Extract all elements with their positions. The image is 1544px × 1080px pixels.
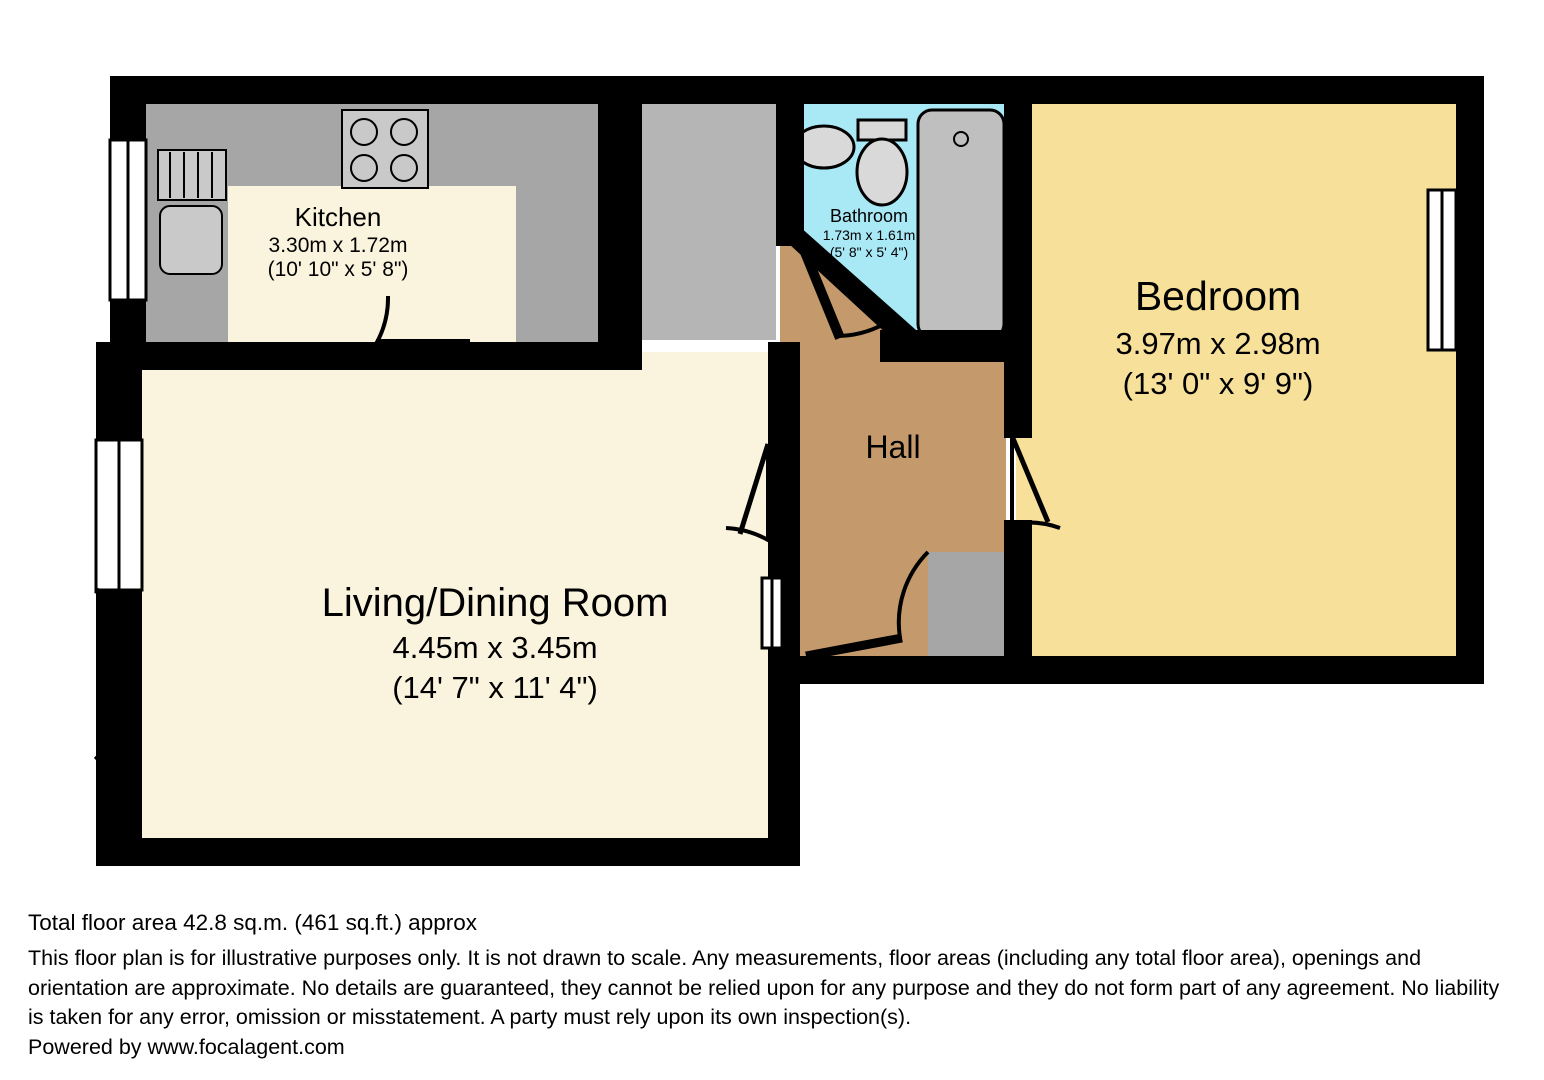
living-dining-dim-metric: 4.45m x 3.45m [392,630,598,665]
hall-label: Hall [865,429,921,465]
sink-basin [160,206,222,274]
bathroom-label: Bathroom [829,206,909,226]
wall-hall-left-upper [768,342,800,452]
disclaimer-block [28,908,1518,1062]
wall-bottom-right [800,656,1484,684]
kitchen-label: Kitchen [294,202,382,232]
wall-bottom-living [96,838,796,866]
bedroom-dim-metric: 3.97m x 2.98m [1115,326,1321,361]
bedroom-label: Bedroom [1134,273,1302,319]
bathroom-dim-metric: 1.73m x 1.61m [822,227,916,243]
toilet-pan [857,139,907,205]
kitchen-dim-metric: 3.30m x 1.72m [268,234,408,257]
kitchen-counter-right [516,104,598,342]
hall-cupboard [928,552,1006,656]
toilet-cistern [858,120,906,140]
bathroom-dim-imperial: (5' 8" x 5' 4") [829,244,909,260]
wall-bedroom-right [1456,76,1484,680]
wall-kitchen-right [598,76,642,370]
bedroom-dim-imperial: (13' 0" x 9' 9") [1122,366,1314,401]
cupboard-block [642,104,776,340]
window-bedroom [1428,190,1456,350]
legal-disclaimer: This floor plan is for illustrative purposes only. It is not drawn to scale. Any measurements, floor areas (including any total floor area), openings and orientation are approximate. No details are guaranteed, they cannot be relied upon for any purpose and they do not form part of any agreement. No liability is taken for any error, omission or misstatement. A party must rely upon its own inspection(s). [28,946,1500,1029]
window-hall [762,578,782,648]
window-kitchen [110,140,146,300]
kitchen-dim-imperial: (10' 10" x 5' 8") [267,258,409,281]
window-living-room [96,440,142,590]
kitchen-sink-drainer [158,150,226,200]
living-dining-label: Living/Dining Room [321,581,669,625]
powered-by: Powered by www.focalagent.com [28,1034,345,1059]
total-floor-area: Total floor area 42.8 sq.m. (461 sq.ft.) approx [28,910,477,935]
bath-plug-icon [954,132,968,146]
wall-kitchen-bottom [142,342,602,370]
wall-bedroom-left-upper [1004,76,1032,438]
living-dining-dim-imperial: (14' 7" x 11' 4") [392,670,598,705]
